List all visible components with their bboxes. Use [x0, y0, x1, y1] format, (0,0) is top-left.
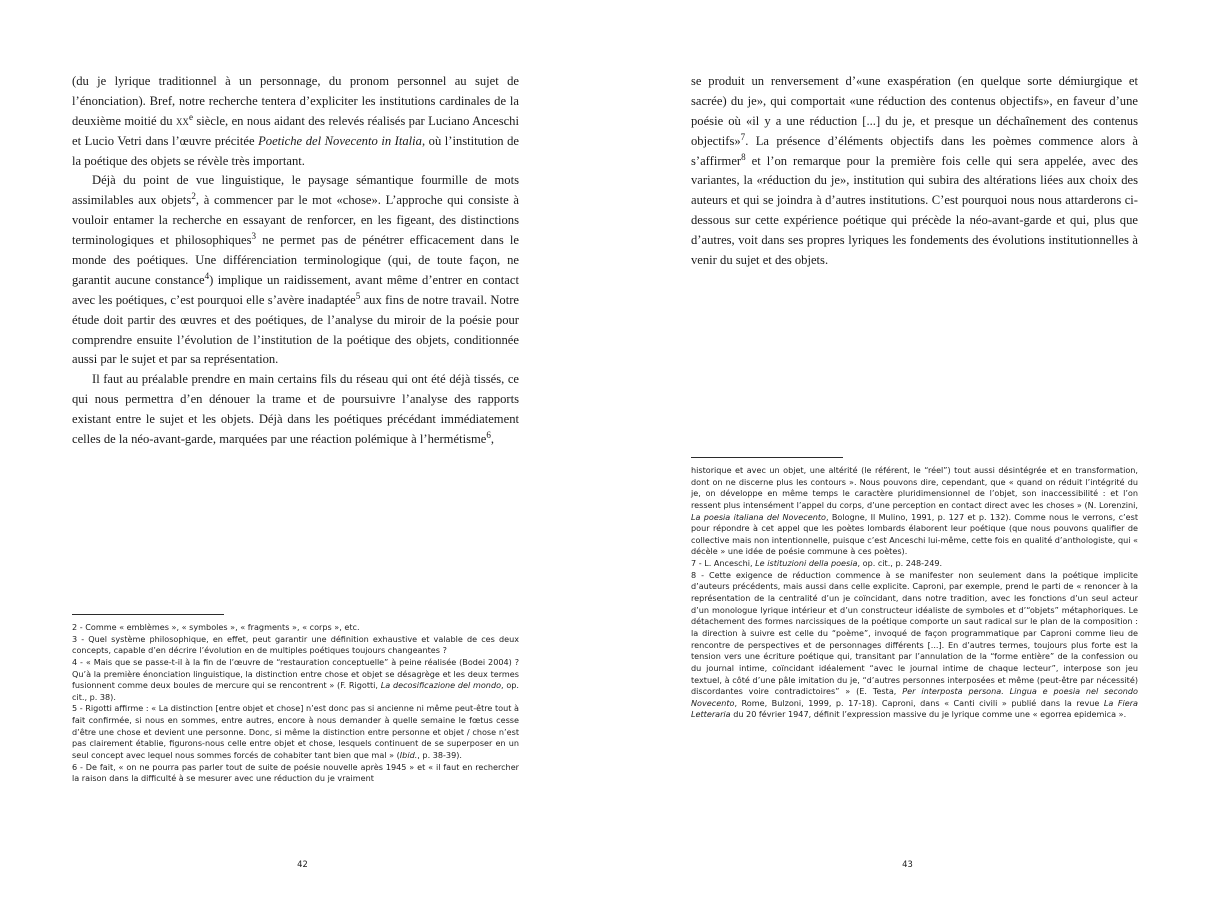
paragraph: se produit un renversement d’«une exaspération (en quelque sorte démiurgique et sacrée) du je», qui comportait «une réduction des contenus objectifs», en faveur d’une poésie où «il y a une réduction [...] du je, et presque un déchaînement des contenus objectifs»$^7$. La présence d’éléments objectifs dans les poèmes commence alors à s’affirmer$^8$ et l’on remarque pour la première fois celle qui sera appelée, avec des variantes, la «réduction du je», institution qui subira des altérations liées aux choix des auteurs et qui se joindra à d’autres institutions. C’est pourquoi nous nous attarderons ci-dessous sur cette expérience poétique qui précède la néo-avant-garde et qui, plus que d’autres, voit dans ses propres lyriques les fondements des évolutions institutionnelles à venir du sujet et des objets.	[691, 74, 1138, 268]
footnote: 2 - Comme « emblèmes », « symboles », « fragments », « corps », etc.	[72, 622, 360, 632]
paragraph: Déjà du point de vue linguistique, le paysage sémantique fourmille de mots assimilables aux objets$^2$, à commencer par le mot «chose». L’approche qui consiste à vouloir entamer la recherche en essayant de renforcer, en les figeant, des distinctions terminologiques et philosophiques$^3$ ne permet pas de pénétrer efficacement dans le monde des poétiques. Une différenciation terminologique (qui, de toute façon, ne garantit aucune constance$^4$) implique un raidissement, avant même d’entrer en contact avec les poétiques, c’est pourquoi elle s’avère inadaptée$^5$ aux fins de notre travail. Notre étude doit partir des œuvres et des poétiques, de l’analyse du miroir de la poésie pour comprendre ensuite l’évolution de l’institution de la poétique des objets, conditionnée aussi par le sujet et par sa représentation.	[72, 173, 520, 367]
page-gutter	[604, 0, 606, 913]
page-right	[605, 0, 1210, 913]
footnote-separator-rule	[72, 614, 224, 615]
paragraph: Il faut au préalable prendre en main certains fils du réseau qui ont été déjà tissés, ce qui nous permettra d’en dénouer la trame et de poursuivre l’analyse des rapports existant entre le sujet et les objets. Déjà dans les poétiques précédant immédiatement celles de la néo-avant-garde, marquées par une réaction polémique à l’hermétisme$^6$,	[72, 372, 519, 447]
footnote: 3 - Quel système philosophique, en effet, peut garantir une définition exhaustive et valable de ces deux concepts, capable d’en décrire l’évolution en de multiples poétiques toujours changeantes ?	[72, 633, 519, 656]
page-left-footnote-area	[72, 614, 519, 785]
page-number-right: 43	[902, 859, 913, 869]
footnote: 4 - « Mais que se passe-t-il à la fin de l’œuvre de “restauration conceptuelle” à peine réalisée (Bodei 2004) ? Qu’à la première énonciation linguistique, la distinction entre chose et objet se désagrège et les deux termes fusionnent comme deux boules de mercure qui se rencontrent » (F. Rigotti, La decosificazione del mondo, op. cit., p. 38).	[72, 656, 520, 702]
page-left-column	[72, 72, 519, 913]
page-right-footnote-area	[691, 457, 1138, 721]
footnote: 8 - Cette exigence de réduction commence à se manifester non seulement dans la poétique implicite d’auteurs précédents, mais aussi dans celle explicite. Caproni, par exemple, prend le parti de « renoncer à la représentation de la centralité d’un je coïncidant, dans notre tradition, avec les fonctions d’un seul acteur d’un monologue lyrique intérieur et d’un constructeur idéaliste de symboles et d’“objets” métaphoriques. Le détachement des formes narcissiques de la poétique comporte un saut radical sur le plan de la composition : la direction à suivre est celle du “poème”, invoqué de façon programmatique par Caproni comme lieu de rencontre de perspectives et de personnages différents [...]. En d’autres termes, toujours plus forte est la tension vers une écriture poétique qui, transitant par l’annulation de la “forme entière” de la confession ou du journal intime, coïncidant idéalement “avec le journal intime de chaque lecteur”, interpose son jeu textuel, à côté d’une pâle imitation du je, “d’autres personnes interposées et même (peut-être par nécessité) discordantes voire contradictoires” » (E. Testa, Per interposta persona. Lingua e poesia nel secondo Novecento, Rome, Bulzoni, 1999, p. 17-18). Caproni, dans « Canti civili » publié dans la revue La Fiera Letteraria du 20 février 1947, définit l’expression massive du je lyrique comme une « egorrea epidemica ».	[691, 569, 1138, 720]
page-right-footnotes	[691, 465, 1138, 721]
footnote: 7 - L. Anceschi, Le istituzioni della poesia, op. cit., p. 248-249.	[691, 558, 943, 569]
page-left-footnotes	[72, 622, 519, 785]
footnote-separator-rule	[691, 457, 843, 458]
page-number-left: 42	[297, 859, 308, 869]
footnote: 6 - De fait, « on ne pourra pas parler tout de suite de poésie nouvelle après 1945 » et « il faut en rechercher la raison dans la difficulté à se mesurer avec une réduction du je vraiment	[72, 761, 519, 784]
footnote: 5 - Rigotti affirme : « La distinction [entre objet et chose] n’est donc pas si ancienne ni même peut-être tout à fait confirmée, si nous en sommes, entre autres, encore à nous demander à quelle semaine le fœtus cesse d’être une chose et devient une personne. Donc, si même la distinction entre personne et objet / chose n’est pas clairement établie, figurons-nous celle entre objet et chose, lesquels continuent de se superposer en un seul concept avec lequel nous sommes forcés de cohabiter tant bien que mal » (Ibid., p. 38-39).	[72, 703, 519, 761]
page-right-body	[691, 72, 1138, 271]
page-left-body	[72, 72, 519, 450]
footnote: historique et avec un objet, une altérité (le référent, le “réel”) tout aussi désintégrée et en transformation, dont on ne discerne plus les contours ». Nous pouvons dire, cependant, que « quand on réduit l’intégrité du je, on développe en même temps le caractère pluridimensionnel de l’objet, son inaccessibilité : et l’on ressent plus intensément l’appel du corps, d’une perception en contact direct avec les choses » (N. Lorenzini, La poesia italiana del Novecento, Bologne, Il Mulino, 1991, p. 127 et p. 132). Comme nous le verrons, c’est pour répondre à cet appel que les poètes lombards élaborent leur poétique (que nous pouvons qualifier de collective mais non intentionnelle, puisque c’est Anceschi lui-même, cette fois en qualité d’anthologiste, qui « décèle » une idée de poésie commune à ces poètes).	[691, 465, 1138, 557]
paragraph: (du je lyrique traditionnel à un personnage, du pronom personnel au sujet de l’énonciation). Bref, notre recherche tentera d’expliciter les institutions cardinales de la deuxième moitié du $xx^e$ siècle, en nous aidant des relevés réalisés par Luciano Anceschi et Lucio Vetri dans l’œuvre précitée Poetiche del Novecento in Italia, où l’institution de la poétique des objets se révèle très important.	[72, 74, 519, 168]
